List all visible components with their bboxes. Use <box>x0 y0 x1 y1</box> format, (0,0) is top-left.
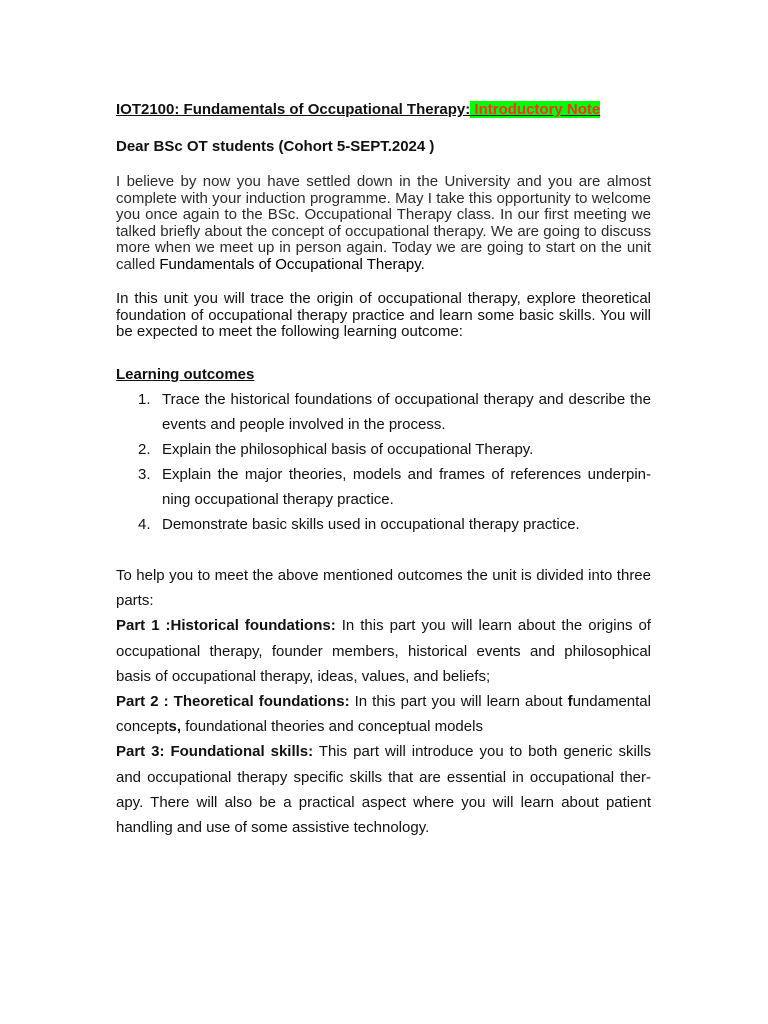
list-text: Explain the major theories, models and frames of references underpin-ning occupational therapy practice. <box>162 466 651 508</box>
part-2-bold-f: f <box>567 693 573 711</box>
part-2-text-a: In this part you will learn about <box>349 693 568 711</box>
part-1-label: Part 1 :Historical foundations: <box>116 617 336 635</box>
list-text: Trace the historical foundations of occupational therapy and describe the events and people involved in the process. <box>162 391 651 433</box>
list-text: Demonstrate basic skills used in occupational therapy practice. <box>162 516 580 533</box>
learning-outcomes-heading: Learning outcomes <box>116 366 255 383</box>
part-2-text-b: undamental concept <box>116 693 651 736</box>
list-number: 2. <box>138 441 151 458</box>
unit-name: Fundamentals of Occupational Therapy. <box>159 255 425 273</box>
part-3-text: This part will introduce you to both generic skills and occupational therapy specific skills that are essential in occupational ther-apy. There will also be a practical aspect where you will learn about patient handling and use of some assistive technology. <box>116 743 651 837</box>
introductory-note-highlight: Introductory Note <box>470 101 601 118</box>
list-number: 3. <box>138 466 151 483</box>
list-number: 4. <box>138 516 151 533</box>
part-2-paragraph <box>116 689 651 739</box>
part-1-text: In this part you will learn about the origins of occupational therapy, founder members, historical events and philosophical basis of occupational therapy, ideas, values, and beliefs; <box>116 617 651 685</box>
list-item <box>116 462 651 512</box>
list-text: Explain the philosophical basis of occupational Therapy. <box>162 441 534 458</box>
part-2-bold-s: s, <box>168 718 182 736</box>
course-code: IOT2100 <box>116 101 175 118</box>
course-name: Fundamentals of Occupational Therapy: <box>183 101 471 118</box>
list-item <box>116 387 651 437</box>
list-number: 1. <box>138 391 151 408</box>
parts-intro: To help you to meet the above mentioned outcomes the unit is divided into three parts: <box>116 567 651 610</box>
course-separator: : <box>174 101 184 118</box>
part-3-paragraph <box>116 739 651 840</box>
part-2-text-c: foundational theories and conceptual models <box>181 718 483 736</box>
document-title <box>116 100 651 120</box>
learning-outcomes-list <box>116 387 651 537</box>
part-2-label: Part 2 : Theoretical foundations: <box>116 693 350 711</box>
part-3-label: Part 3: Foundational skills: <box>116 743 314 761</box>
greeting: Dear BSc OT students (Cohort 5-SEPT.2024 ) <box>116 138 435 155</box>
part-1-paragraph <box>116 613 651 689</box>
intro-text: I believe by now you have settled down in the University and you are almost complete with your induction programme. May I take this opportunity to welcome you once again to the BSc. Occupational Therapy class. In our first meeting we talked briefly about the concept of occupational therapy. We are going to discuss more when we meet up in person again. Today we are going to start on the unit called <box>116 173 651 273</box>
list-item <box>116 512 651 537</box>
intro-paragraph <box>116 174 651 273</box>
parts-section <box>116 563 651 840</box>
list-item <box>116 437 651 462</box>
overview-paragraph: In this unit you will trace the origin of occupational therapy, explore theoretical foundation of occupational therapy practice and learn some basic skills. You will be expected to meet the following learning outcome: <box>116 290 651 340</box>
